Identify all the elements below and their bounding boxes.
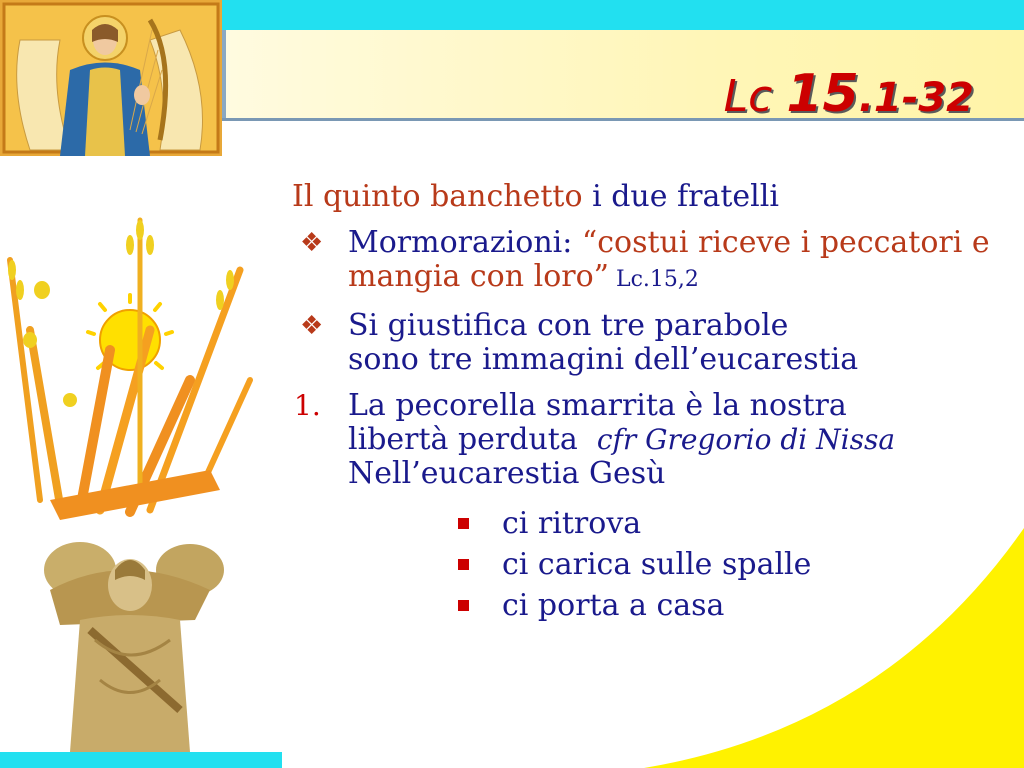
square-bullet-icon — [458, 600, 469, 611]
list-item: ci carica sulle spalle — [292, 544, 992, 585]
diamond-bullet-icon: ❖ — [300, 228, 324, 258]
title-bar — [222, 30, 1024, 124]
section-heading: Il quinto banchetto i due fratelli — [292, 179, 779, 214]
list-item: ci porta a casa — [292, 585, 992, 626]
slide-title: Lc 15.1-32 — [723, 64, 974, 124]
bullet-parabole: ❖ Si giustifica con tre parabole sono tre immagini dell’eucarestia — [300, 308, 859, 377]
slide-content — [292, 180, 992, 626]
wheat-sun-illustration — [0, 200, 268, 530]
square-bullet-icon — [458, 559, 469, 570]
good-shepherd-statue-image — [20, 530, 230, 752]
numbered-item-pecorella: 1. La pecorella smarrita è la nostra libertà perduta cfr Gregorio di Nissa Nell’eucarestia Gesù — [294, 388, 896, 491]
top-cyan-band — [222, 0, 1024, 30]
bullet-mormorazioni: ❖ Mormorazioni: “costui riceve i peccatori e mangia con loro” Lc.15,2 — [300, 225, 990, 294]
diamond-bullet-icon: ❖ — [300, 311, 324, 341]
angel-harp-icon — [0, 0, 222, 156]
bottom-cyan-band — [0, 752, 282, 768]
list-item: ci ritrova — [292, 503, 992, 544]
square-bullet-icon — [458, 518, 469, 529]
